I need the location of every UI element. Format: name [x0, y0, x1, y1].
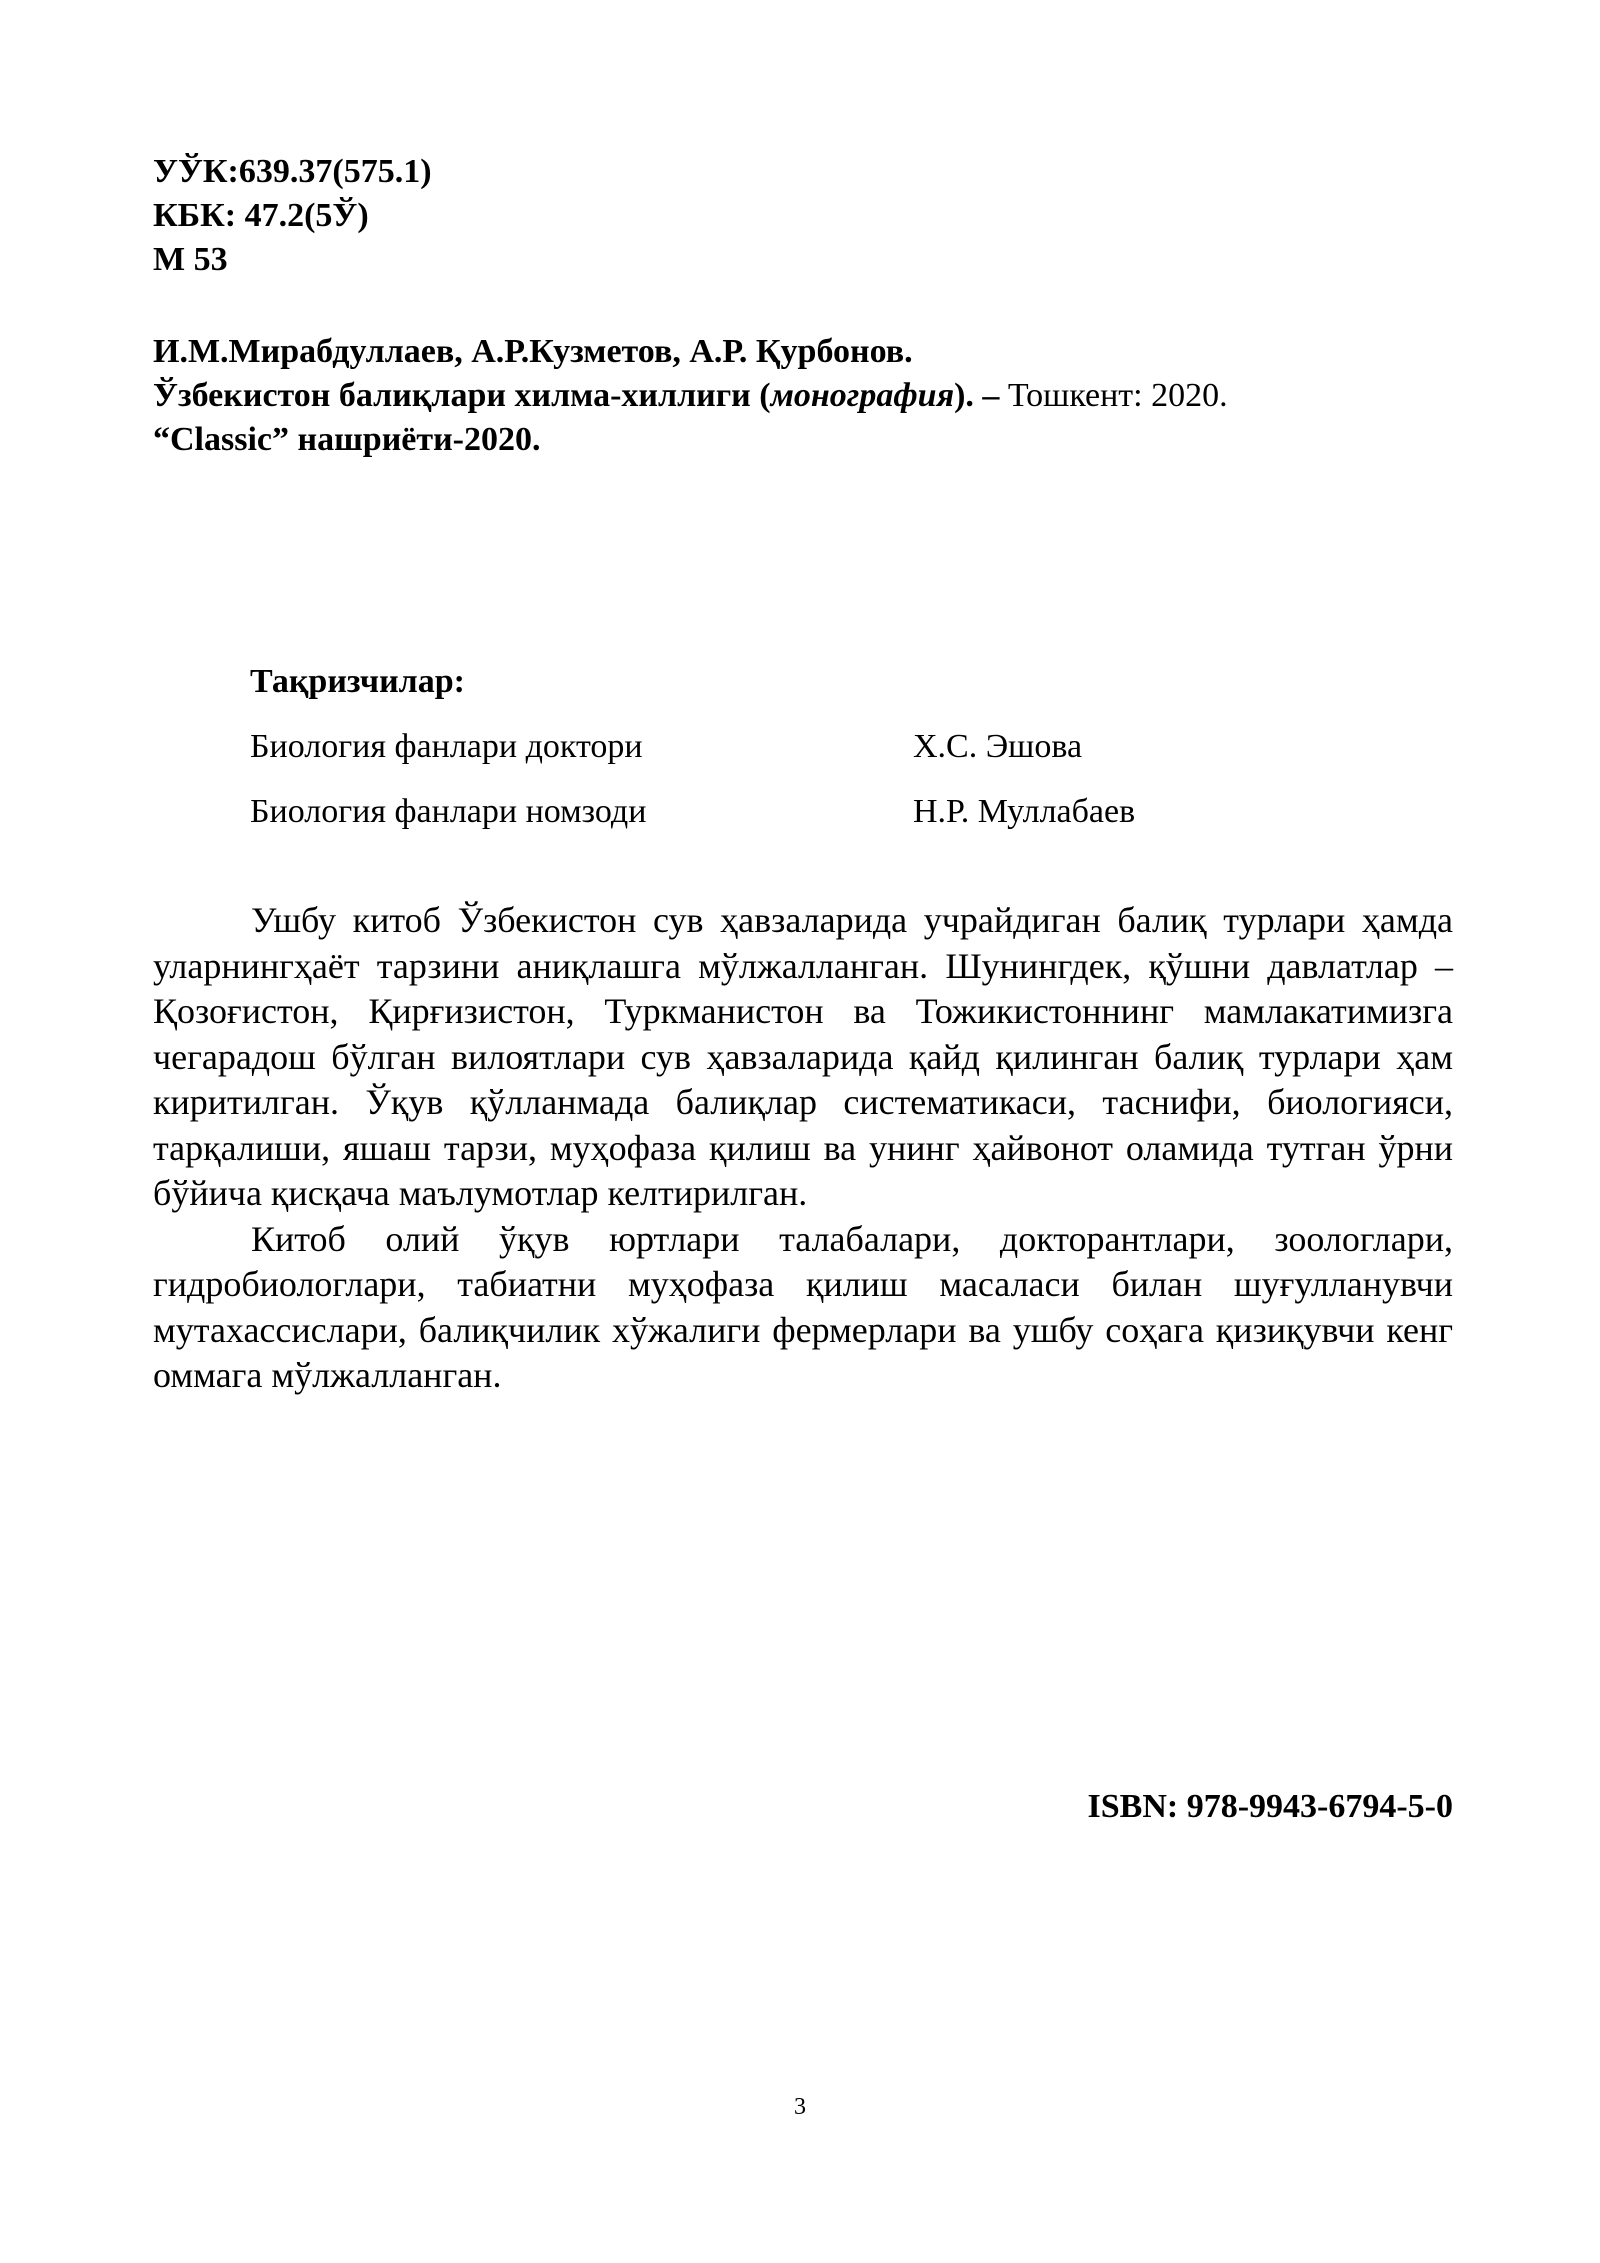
abstract-paragraph: Ушбу китоб Ўзбекистон сув ҳавзаларида учрайдиган балиқ турлари ҳамда уларнингҳаёт тарзини аниқлашга мўлжалланган. Шунингдек, қўшни давлатлар – Қозоғистон, Қирғизистон, Туркманистон ва Тожикистоннинг мамлакатимизга чегарадош бўлган вилоятлари сув ҳавзаларида қайд қилинган балиқ турлари ҳам киритилган. Ўқув қўлланмада балиқлар систематикаси, таснифи, биологияси, тарқалиши, яшаш тарзи, муҳофаза қилиш ва унинг ҳайвонот оламида тутган ўрни бўйича қисқача маълумотлар келтирилган. — [153, 900, 1453, 1213]
classification-codes — [153, 150, 432, 282]
page-number: 3 — [794, 2094, 806, 2120]
citation-place-year: Тошкент: 2020. — [1007, 377, 1228, 414]
citation-genre: монография — [770, 377, 955, 414]
abstract-paragraph: Китоб олий ўқув юртлари талабалари, докторантлари, зоологлари, гидробиологлари, табиатни муҳофаза қилиш масаласи билан шуғулланувчи мутахассислари, балиқчилик хўжалиги фермерлари ва ушбу соҳага қизиқувчи кенг оммага мўлжалланган. — [153, 1218, 1453, 1395]
citation-title-line — [153, 374, 1228, 418]
citation-title-close: ). — [954, 377, 974, 414]
lbc-code: КБК: 47.2(5Ў) — [153, 197, 369, 234]
reviewer-role: Биология фанлари номзоди — [250, 793, 647, 830]
isbn: ISBN: 978-9943-6794-5-0 — [1087, 1788, 1453, 1825]
citation-dash: – — [973, 377, 1008, 414]
udc-code: УЎК:639.37(575.1) — [153, 153, 432, 190]
abstract — [153, 898, 1453, 1399]
citation-title: Ўзбекистон балиқлари хилма-хиллиги ( — [153, 377, 771, 414]
citation-publisher: “Classic” нашриёти-2020. — [153, 421, 541, 458]
reviewers-heading: Тақризчилар: — [250, 663, 465, 700]
reviewer-name: Н.Р. Муллабаев — [913, 793, 1136, 830]
reviewer-name: Х.С. Эшова — [913, 728, 1083, 765]
reviewer-role: Биология фанлари доктори — [250, 728, 643, 765]
bibliographic-citation — [153, 330, 1228, 462]
author-mark: М 53 — [153, 241, 228, 278]
citation-authors: И.М.Мирабдуллаев, А.Р.Кузметов, А.Р. Қурбонов. — [153, 333, 913, 370]
